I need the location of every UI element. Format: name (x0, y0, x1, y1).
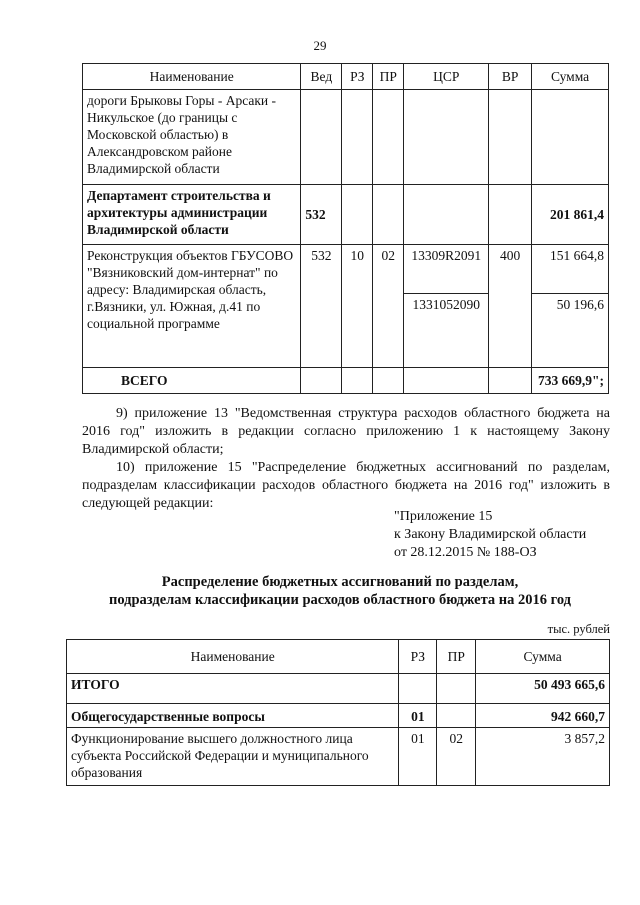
table-row (67, 704, 610, 728)
table-row (83, 185, 609, 245)
table-row (67, 674, 610, 704)
col-header-sum: Сумма (476, 640, 610, 674)
row-pr: 02 (373, 245, 404, 368)
col-header-ved: Вед (301, 64, 342, 90)
departmental-expense-table (82, 63, 609, 394)
row-name: Реконструкция объектов ГБУСОВО "Вязниковский дом-интернат" по адресу: Владимирская область, г.Вязники, ул. Южная, д.41 по социальной программе (83, 245, 301, 368)
col-header-pr: ПР (437, 640, 476, 674)
table-row (67, 728, 610, 786)
row-name: ИТОГО (67, 674, 399, 704)
row-pr: 02 (437, 728, 476, 786)
appendix-line: к Закону Владимирской области (394, 527, 587, 542)
appendix-line: "Приложение 15 (394, 509, 493, 524)
col-header-csr: ЦСР (404, 64, 489, 90)
row-sum: 942 660,7 (476, 704, 610, 728)
heading-line: Распределение бюджетных ассигнований по разделам, (161, 574, 519, 590)
row-csr: 13309R2091 (404, 245, 489, 294)
row-sum: 3 857,2 (476, 728, 610, 786)
row-name: Функционирование высшего должностного лица субъекта Российской Федерации и муниципального образования (67, 728, 399, 786)
row-rz: 01 (399, 704, 437, 728)
row-vr: 400 (489, 245, 532, 368)
row-rz: 01 (399, 728, 437, 786)
table-row (83, 245, 609, 294)
col-header-pr: ПР (373, 64, 404, 90)
col-header-sum: Сумма (532, 64, 609, 90)
col-header-name: Наименование (67, 640, 399, 674)
unit-label: тыс. рублей (547, 622, 610, 636)
row-pr (437, 704, 476, 728)
row-rz: 10 (342, 245, 373, 368)
table-header-row (83, 64, 609, 90)
row-pr (437, 674, 476, 704)
row-name: Общегосударственные вопросы (67, 704, 399, 728)
row-sum: 50 493 665,6 (476, 674, 610, 704)
row-sum: 151 664,8 (532, 245, 609, 294)
total-sum: 733 669,9"; (532, 368, 609, 394)
document-heading (40, 573, 640, 609)
row-csr: 1331052090 (404, 294, 489, 368)
row-ved: 532 (301, 185, 342, 245)
row-ved: 532 (301, 245, 342, 368)
table-header-row (67, 640, 610, 674)
col-header-name: Наименование (83, 64, 301, 90)
appendix-reference (394, 508, 586, 562)
table-total-row (83, 368, 609, 394)
row-sum: 50 196,6 (532, 294, 609, 368)
row-rz (399, 674, 437, 704)
row-sum: 201 861,4 (532, 185, 609, 245)
paragraph-9: 9) приложение 13 "Ведомственная структура расходов областного бюджета на 2016 год" изложить в редакции согласно приложению 1 к настоящему Закону Владимирской области; (82, 406, 610, 457)
appendix-line: от 28.12.2015 № 188-ОЗ (394, 545, 537, 560)
page-number: 29 (313, 38, 327, 53)
row-name: дороги Брыковы Горы - Арсаки - Никульское (до границы с Московской областью) в Александровском районе Владимирской области (83, 90, 301, 185)
table-row (83, 90, 609, 185)
col-header-rz: РЗ (342, 64, 373, 90)
total-label: ВСЕГО (83, 368, 301, 394)
col-header-rz: РЗ (399, 640, 437, 674)
heading-line: подразделам классификации расходов областного бюджета на 2016 год (108, 592, 572, 608)
budget-allocation-table (66, 639, 610, 786)
col-header-vr: ВР (489, 64, 532, 90)
row-name: Департамент строительства и архитектуры администрации Владимирской области (83, 185, 301, 245)
paragraph-10: 10) приложение 15 "Распределение бюджетных ассигнований по разделам, подразделам классификации расходов областного бюджета на 2016 год" изложить в следующей редакции: (82, 460, 610, 511)
